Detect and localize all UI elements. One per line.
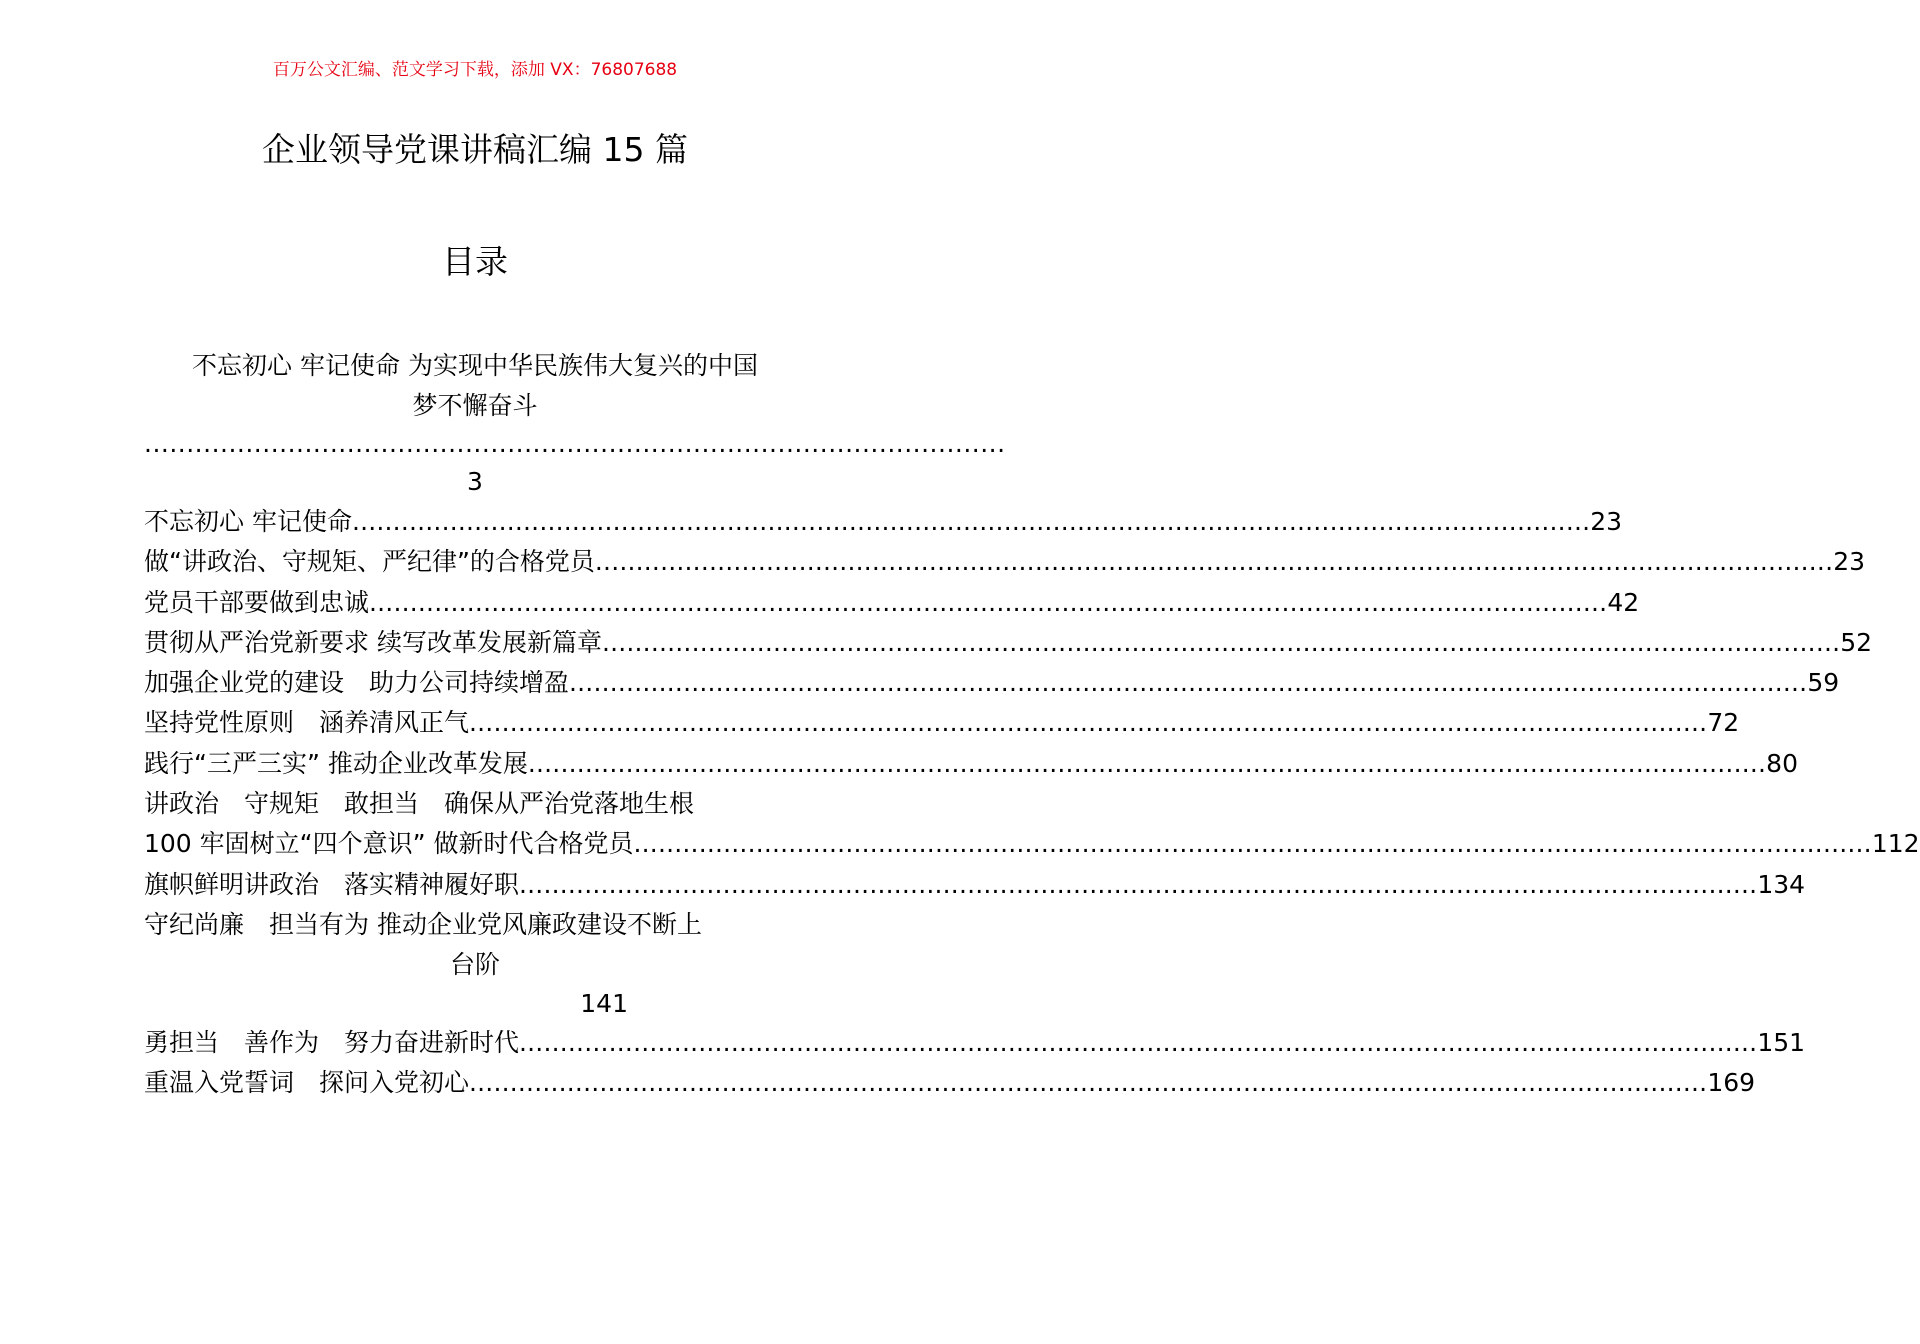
toc-entry-title-line2: 梦不懈奋斗 <box>412 391 538 420</box>
toc-entry-title: 党员干部要做到忠诚 <box>144 587 370 617</box>
toc-entry[interactable] <box>144 663 1840 703</box>
toc-entry-page: 141 <box>580 988 628 1018</box>
toc-dot-leader <box>369 583 1607 623</box>
table-of-contents <box>144 346 1920 1104</box>
toc-entry-first[interactable] <box>144 346 806 426</box>
toc-entry-page: 52 <box>1840 627 1873 657</box>
toc-entry-title: 加强企业党的建设 助力公司持续增盈 <box>144 668 570 698</box>
toc-dot-leader <box>595 542 1833 582</box>
document-title: 企业领导党课讲稿汇编 15 篇 <box>262 130 688 169</box>
toc-entry[interactable] <box>144 583 1640 623</box>
toc-entry-wrapped[interactable] <box>144 905 806 985</box>
toc-entry[interactable] <box>144 502 1623 542</box>
promo-header: 百万公文汇编、范文学习下载，添加 VX：76807688 <box>272 60 678 80</box>
toc-dot-leader <box>519 1023 1757 1063</box>
toc-entry[interactable] <box>144 703 1740 743</box>
toc-dot-leader <box>352 502 1590 542</box>
toc-entry-title: 践行“三严三实” 推动企业改革发展 <box>144 748 528 778</box>
toc-entry[interactable] <box>144 865 1806 905</box>
toc-entry-no-leader[interactable]: 讲政治 守规矩 敢担当 确保从严治党落地生根 <box>144 789 695 819</box>
toc-dot-leader <box>528 744 1766 784</box>
toc-dot-leader: ...................................................................................................... <box>144 429 1006 458</box>
toc-entry[interactable] <box>144 542 1866 582</box>
toc-entry-title-line1: 守纪尚廉 担当有为 推动企业党风廉政建设不断上 <box>144 909 702 939</box>
toc-entry[interactable] <box>144 1063 1756 1103</box>
toc-entry-page: 151 <box>1757 1027 1806 1057</box>
toc-heading: 目录 <box>442 242 508 281</box>
toc-entry-title: 做“讲政治、守规矩、严纪律”的合格党员 <box>144 547 595 577</box>
toc-entry-page: 3 <box>467 467 483 496</box>
toc-entry-title: 100 牢固树立“四个意识” 做新时代合格党员 <box>144 829 634 859</box>
toc-entry-page: 42 <box>1607 587 1640 617</box>
toc-entry-title: 勇担当 善作为 努力奋进新时代 <box>144 1027 520 1057</box>
toc-entry-page: 23 <box>1833 547 1866 577</box>
toc-entry[interactable] <box>144 744 1798 784</box>
toc-entry-page: 112 <box>1871 829 1920 859</box>
toc-dot-leader <box>569 663 1807 703</box>
toc-entry-title-line2: 台阶 <box>449 949 500 979</box>
toc-entry-page: 134 <box>1757 869 1806 899</box>
toc-entry[interactable] <box>144 824 1920 864</box>
toc-dot-leader <box>519 865 1757 905</box>
toc-entry[interactable] <box>144 1023 1806 1063</box>
toc-entry-page: 169 <box>1707 1068 1756 1098</box>
toc-entry-title: 坚持党性原则 涵养清风正气 <box>144 708 470 738</box>
toc-entry-page: 59 <box>1807 668 1840 698</box>
toc-entry-title: 不忘初心 牢记使命 <box>144 507 352 536</box>
toc-entry-title-line1: 不忘初心 牢记使命 为实现中华民族伟大复兴的中国 <box>192 351 758 380</box>
toc-dot-leader <box>602 623 1840 663</box>
toc-dot-leader <box>469 703 1707 743</box>
toc-entry-page: 80 <box>1766 748 1798 778</box>
toc-dot-leader <box>469 1063 1707 1103</box>
toc-entry[interactable] <box>144 623 1873 663</box>
toc-entry-page: 72 <box>1707 708 1740 738</box>
toc-entry-title: 重温入党誓词 探问入党初心 <box>144 1068 470 1098</box>
toc-entry-page: 23 <box>1590 507 1623 536</box>
toc-dot-leader <box>634 824 1872 864</box>
toc-entry-title: 旗帜鲜明讲政治 落实精神履好职 <box>144 869 520 899</box>
toc-entry-title: 贯彻从严治党新要求 续写改革发展新篇章 <box>144 627 602 657</box>
